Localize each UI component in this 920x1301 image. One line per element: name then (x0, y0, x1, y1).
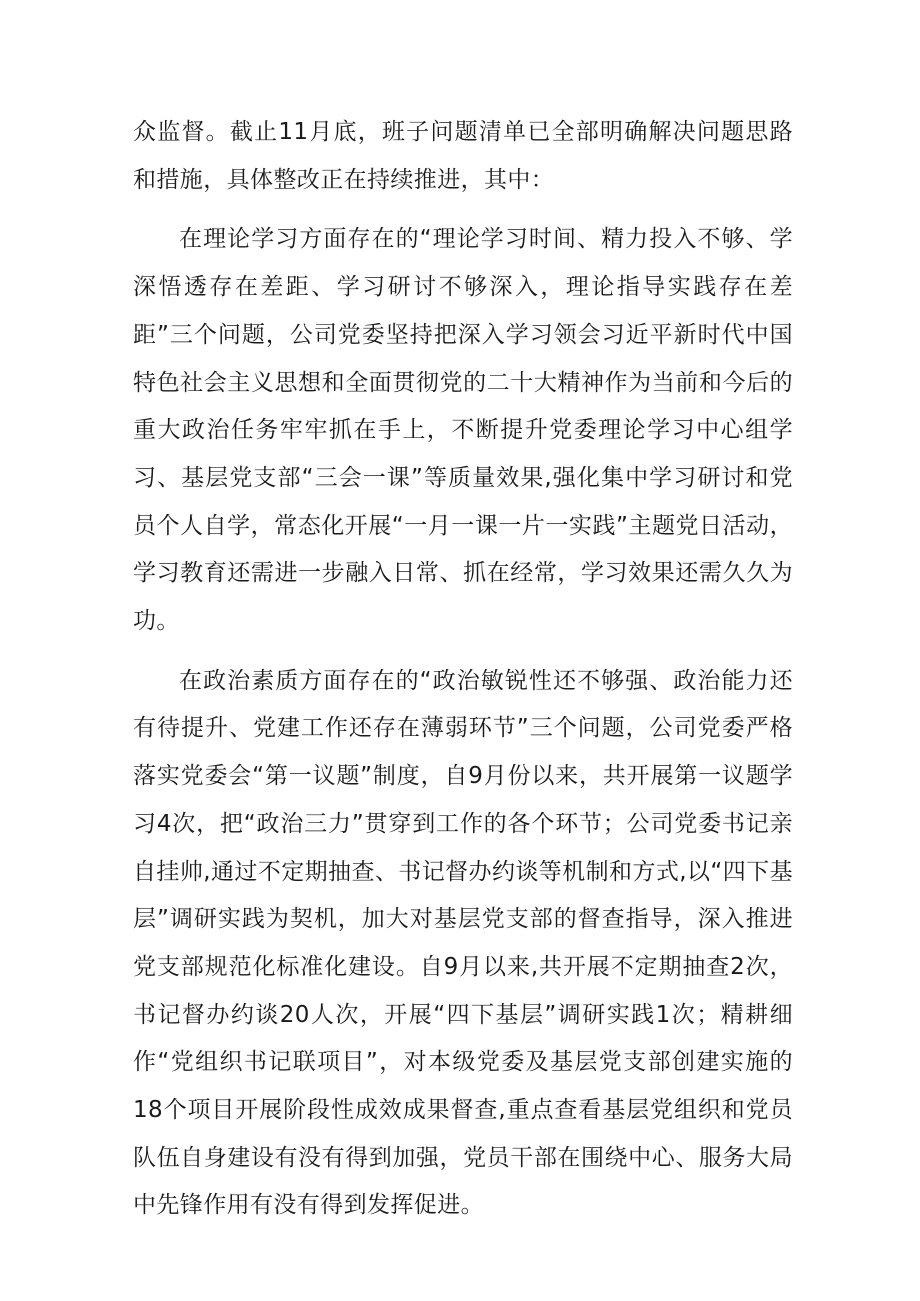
paragraph-continuation: 众监督。截止11月底，班子问题清单已全部明确解决问题思路和措施，具体整改正在持续推进，其中： (133, 119, 793, 193)
paragraph-theory-study: 在理论学习方面存在的“理论学习时间、精力投入不够、学深悟透存在差距、学习研讨不够深入，理论指导实践存在差距”三个问题，公司党委坚持把深入学习领会习近平新时代中国特色社会主义思想和全面贯彻党的二十大精神作为当前和今后的重大政治任务牢牢抓在手上，不断提升党委理论学习中心组学习、基层党支部“三会一课”等质量效果,强化集中学习研讨和党员个人自学，常态化开展“一月一课一片一实践”主题党日活动，学习教育还需进一步融入日常、抓在经常，学习效果还需久久为功。 (133, 226, 793, 635)
paragraph-political-quality: 在政治素质方面存在的“政治敏锐性还不够强、政治能力还有待提升、党建工作还存在薄弱环节”三个问题，公司党委严格落实党委会“第一议题”制度，自9月份以来，共开展第一议题学习4次，把“政治三力”贯穿到工作的各个环节；公司党委书记亲自挂帅,通过不定期抽查、书记督办约谈等机制和方式,以“四下基层”调研实践为契机，加大对基层党支部的督查指导，深入推进党支部规范化标准化建设。自9月以来,共开展不定期抽查2次，书记督办约谈20人次，开展“四下基层”调研实践1次；精耕细作“党组织书记联项目”，对本级党委及基层党支部创建实施的18个项目开展阶段性成效成果督查,重点查看基层党组织和党员队伍自身建设有没有得到加强，党员干部在围绕中心、服务大局中先锋作用有没有得到发挥促进。 (133, 667, 793, 1219)
document-body (133, 109, 793, 1230)
